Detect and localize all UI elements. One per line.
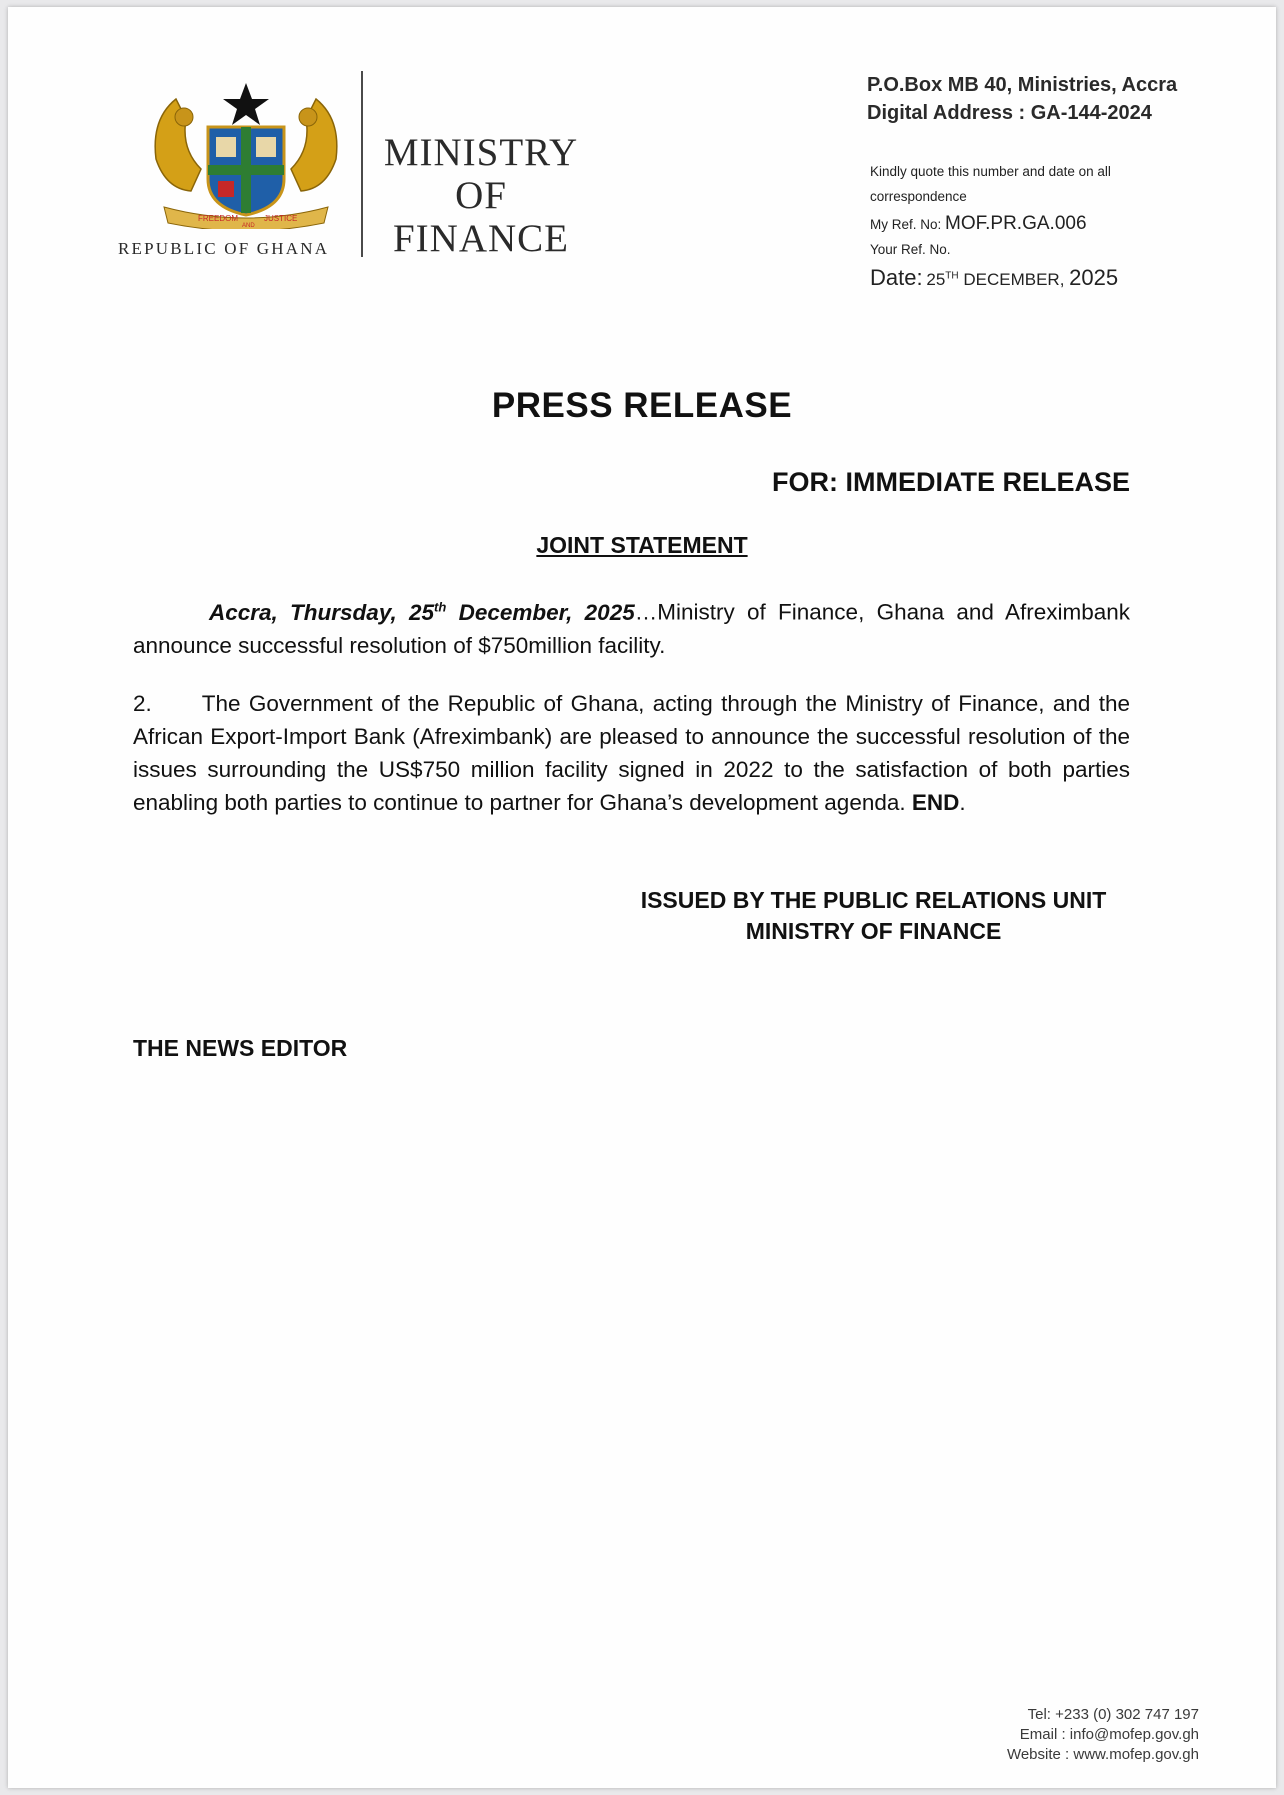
digital-address: Digital Address : GA-144-2024 (867, 102, 1152, 124)
issuer-line-2: MINISTRY OF FINANCE (745, 918, 1002, 944)
footer-email: Email : info@mofep.gov.gh (1019, 1726, 1199, 1743)
end-marker: END (911, 790, 960, 815)
ghana-coat-of-arms-icon (146, 79, 346, 229)
date-day: 25 (926, 270, 946, 289)
addressee: THE NEWS EDITOR (133, 1035, 348, 1061)
contact-footer (1007, 1705, 1199, 1765)
page-title: PRESS RELEASE (491, 386, 793, 425)
reference-note: Kindly quote this number and date on all correspondence (870, 164, 1111, 204)
postal-address (867, 71, 1177, 127)
my-ref-row (870, 213, 1170, 235)
scroll-text-and: AND (242, 223, 255, 229)
my-ref-value: MOF.PR.GA.006 (945, 213, 1087, 234)
paragraph-2-tail: . (959, 790, 966, 815)
your-ref-label: Your Ref. No. (870, 242, 951, 257)
document-page (8, 7, 1276, 1788)
section-heading: JOINT STATEMENT (536, 532, 748, 558)
ministry-line-1: MINISTRY (383, 131, 579, 174)
ministry-name (376, 131, 586, 260)
paragraph-2-number: 2. (133, 691, 152, 716)
ministry-line-2: OF (455, 174, 507, 217)
reference-block (870, 159, 1170, 291)
po-box: P.O.Box MB 40, Ministries, Accra (867, 74, 1178, 96)
footer-tel: Tel: +233 (0) 302 747 197 (1027, 1706, 1199, 1723)
footer-website: Website : www.mofep.gov.gh (1006, 1746, 1199, 1763)
scroll-text-justice: JUSTICE (264, 214, 298, 223)
dateline-post: December, 2025 (446, 599, 635, 625)
my-ref-label: My Ref. No: (870, 217, 942, 232)
release-type: FOR: IMMEDIATE RELEASE (771, 467, 1130, 497)
date-label: Date: (870, 265, 923, 290)
dateline-sup: th (434, 599, 447, 614)
paragraph-2 (133, 687, 1130, 819)
letterhead-divider (361, 71, 363, 257)
paragraph-2-text: The Government of the Republic of Ghana, acting through the Ministry of Finance, and the African Export-Import Bank (Afreximbank) are pleased to announce the successful resolution of the issues surrounding the US$750 million facility signed in 2022 to the satisfaction of both parties enabling both parties to continue to partner for Ghana’s development agenda. (133, 691, 1130, 815)
date-month: DECEMBER, (963, 270, 1065, 289)
date-value (926, 265, 1119, 290)
paragraph-1-text: …Ministry of Finance, Ghana and Afreximbank announce successful resolution of $750million facility. (133, 599, 1131, 658)
dateline (209, 600, 635, 625)
date-row (870, 265, 1170, 291)
date-suffix: TH (945, 270, 959, 282)
scroll-text-freedom: FREEDOM (198, 214, 238, 223)
paragraph-1 (133, 590, 1130, 662)
date-year: 2025 (1069, 265, 1119, 290)
country-name: REPUBLIC OF GHANA (118, 239, 330, 258)
issuer-line-1: ISSUED BY THE PUBLIC RELATIONS UNIT (640, 887, 1107, 913)
dateline-pre: Accra, Thursday, 25 (209, 599, 435, 625)
issuer-block (613, 885, 1134, 947)
ministry-line-3: FINANCE (392, 217, 569, 260)
